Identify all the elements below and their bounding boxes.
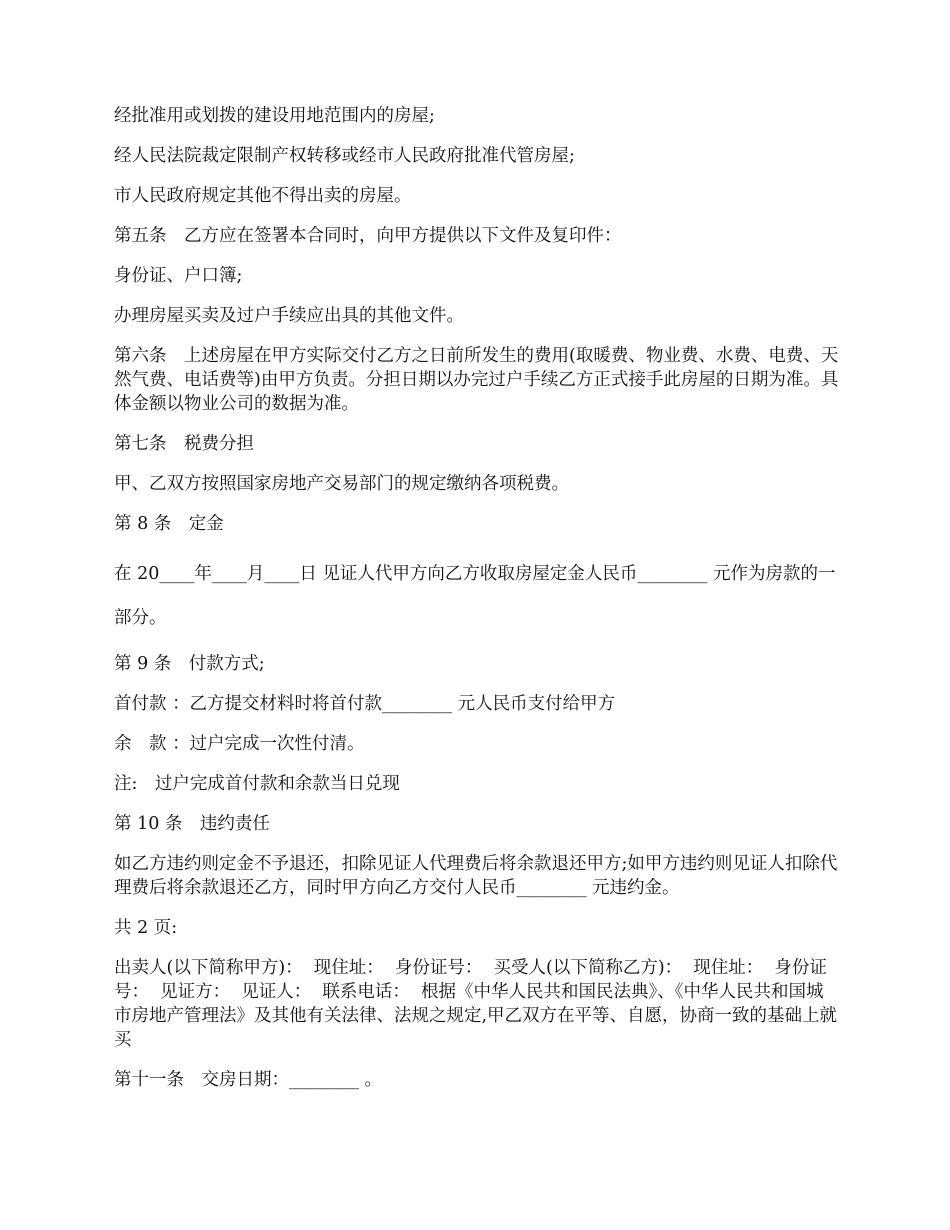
paragraph-clause-4-item-4: 市人民政府规定其他不得出卖的房屋。 <box>114 186 412 206</box>
paragraph-clause-10-title: 第 10 条 违约责任 <box>114 814 270 834</box>
paragraph-clause-4-item-3: 经人民法院裁定限制产权转移或经市人民政府批准代管房屋; <box>114 146 575 166</box>
paragraph-note: 注: 过户完成首付款和余款当日兑现 <box>114 774 400 794</box>
paragraph-clause-5-item-2: 办理房屋买卖及过户手续应出具的其他文件。 <box>114 306 464 326</box>
paragraph-clause-7-body: 甲、乙双方按照国家房地产交易部门的规定缴纳各项税费。 <box>114 474 569 494</box>
document-page <box>114 104 839 1108</box>
paragraph-parties: 出卖人(以下简称甲方)： 现住址： 身份证号： 买受人(以下简称乙方)： 现住址： 身份证号： 见证方： 见证人： 联系电话： 根据《中华人民共和国民法典》、《中华人民共和国城市房地产管理法》及其他有关法律、法规之规定,甲乙双方在平等、自愿，协商一致的基础上就买 <box>114 958 838 1050</box>
paragraph-balance: 余 款 ：过户完成一次性付清。 <box>114 734 365 754</box>
paragraph-clause-4-item-2: 经批准用或划拨的建设用地范围内的房屋; <box>114 106 435 126</box>
paragraph-clause-8-title: 第 8 条 定金 <box>114 514 224 534</box>
paragraph-clause-7-title: 第七条 税费分担 <box>114 434 254 454</box>
paragraph-clause-6: 第六条 上述房屋在甲方实际交付乙方之日前所发生的费用(取暖费、物业费、水费、电费、天然气费、电话费等)由甲方负责。分担日期以办完过户手续乙方正式接手此房屋的日期为准。具体金额以物业公司的数据为准。 <box>114 346 839 414</box>
paragraph-clause-8-body: 在 20____年____月____日 见证人代甲方向乙方收取房屋定金人民币________ 元作为房款的一部分。 <box>114 564 836 628</box>
paragraph-clause-5-title: 第五条 乙方应在签署本合同时，向甲方提供以下文件及复印件： <box>114 226 622 246</box>
paragraph-clause-11: 第十一条 交房日期：________ 。 <box>114 1070 383 1090</box>
paragraph-clause-10-body: 如乙方违约则定金不予退还，扣除见证人代理费后将余款退还甲方;如甲方违约则见证人扣除代理费后将余款退还乙方，同时甲方向乙方交付人民币________ 元违约金。 <box>114 854 838 898</box>
paragraph-clause-9-title: 第 9 条 付款方式; <box>114 654 265 674</box>
paragraph-down-payment: 首付款 ：乙方提交材料时将首付款________ 元人民币支付给甲方 <box>114 694 616 714</box>
paragraph-page-count: 共 2 页: <box>114 918 178 938</box>
paragraph-clause-5-item-1: 身份证、户口簿; <box>114 266 243 286</box>
